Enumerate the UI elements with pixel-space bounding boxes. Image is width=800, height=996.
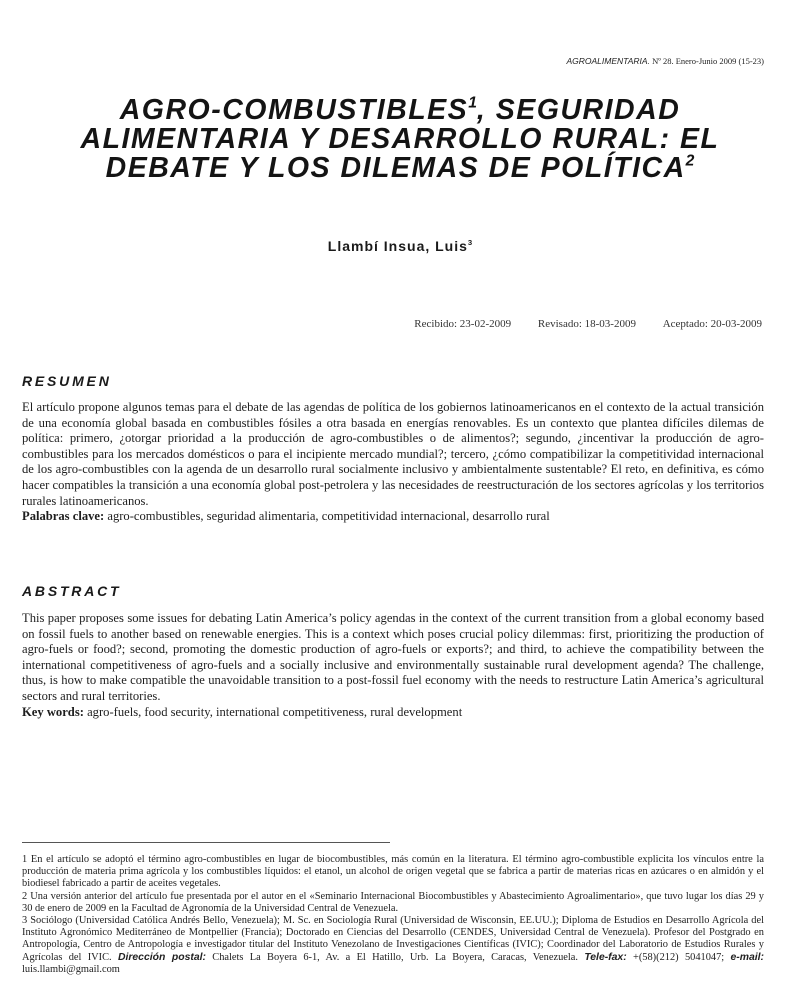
footnotes	[22, 854, 764, 976]
author-footnote-ref[interactable]: 3	[467, 238, 473, 248]
abstract-body	[22, 611, 764, 720]
date-received: Recibido: 23-02-2009	[414, 318, 512, 330]
abstract-text: This paper proposes some issues for debating Latin America’s policy agendas in the context of the current transition from a global economy based on fossil fuels to another based on renewable energies. This is a context which poses crucial policy dilemmas: first, prioritizing the production of agro-fuels or food?; second, promoting the domestic production of agro-fuels or exports?; and third, to achieve the compatibility between the international competitiveness of agro-fuels and a socially inclusive and environmentally sustainable rural development agenda? The challenge, thus, is how to make compatible the unavoidable transition to a post-fossil fuel economy with the needs to restructure Latin America’s agricultural sectors and rural territories.	[22, 611, 764, 703]
palabras-clave: agro-combustibles, seguridad alimentaria, competitividad internacional, desarrollo rural	[104, 509, 550, 524]
email-label: e-mail:	[730, 951, 765, 963]
title-line-3: DEBATE Y LOS DILEMAS DE POLÍTICA$^2$	[105, 152, 695, 184]
article-title	[24, 96, 776, 183]
title-footnote-ref-2[interactable]: 2	[685, 152, 695, 170]
author-name: Llambí Insua, Luis	[327, 238, 468, 254]
telefax-number: +(58)(212) 5041047;	[626, 951, 731, 963]
footnote-divider	[22, 842, 390, 843]
date-accepted: Aceptado: 20-03-2009	[662, 318, 762, 330]
footnote-3: 3 Sociólogo (Universidad Católica Andrés Bello, Venezuela); M. Sc. en Sociología Rural (Universidad de Wisconsin, EE.UU.); Diploma de Estudios en Desarrollo Agrícola del Instituto Agronómico Mediterráneo de Montpellier (Francia); Doctorado en Ciencias del Desarrollo (CENDES, Universidad Central de Venezuela). Profesor del Postgrado en Antropología, Centro de Antropología e investigador titular del Instituto Venezolano de Investigaciones Científicas (IVIC); Coordinador del Laboratorio de Estudios Rurales y Agrícolas del IVIC. Dirección postal: Chalets La Boyera 6-1, Av. a El Hatillo, Urb. La Boyera, Caracas, Venezuela. Tele-fax: +(58)(212) 5041047; e-mail: luis.llambi@gmail.com	[22, 915, 765, 975]
date-revised: Revisado: 18-03-2009	[537, 318, 636, 330]
palabras-clave-label: Palabras clave:	[22, 509, 105, 524]
title-footnote-ref-1[interactable]: 1	[468, 94, 477, 112]
abstract-heading: ABSTRACT	[22, 583, 122, 599]
footnote-2: 2 Una versión anterior del artículo fue presentada por el autor en el «Seminario Internacional Biocombustibles y Abastecimiento Agroalimentario», que tuvo lugar los días 29 y 30 de enero de 2009 en la Facultad de Agronomía de la Universidad Central de Venezuela.	[22, 890, 764, 914]
footnote-1: 1 En el artículo se adoptó el término agro-combustibles en lugar de biocombustibles, más común en la literatura. El término agro-combustible explicita los vínculos entre la producción de materia prima agrícola y los combustibles líquidos: el etanol, un alcohol de origen vegetal que se fabrica a partir de materias ricas en azúcares o en almidón y el biodiesel fabricado a partir de aceites vegetales.	[22, 854, 764, 890]
publication-dates	[390, 318, 762, 330]
telefax-label: Tele-fax:	[584, 951, 627, 963]
title-line-2: ALIMENTARIA Y DESARROLLO RURAL: EL	[80, 123, 720, 155]
author	[0, 238, 800, 254]
issue-info: Nº 28. Enero-Junio 2009 (15-23)	[649, 56, 764, 66]
email-address[interactable]: luis.llambi@gmail.com	[22, 963, 120, 975]
postal-address: Chalets La Boyera 6-1, Av. a El Hatillo, Urb. La Boyera, Caracas, Venezuela.	[205, 951, 585, 963]
running-head	[566, 56, 764, 66]
resumen-body	[22, 400, 764, 525]
key-words: agro-fuels, food security, international competitiveness, rural development	[83, 704, 463, 719]
title-line-1: AGRO-COMBUSTIBLES$^1$, SEGURIDAD	[119, 94, 681, 126]
address-label: Dirección postal:	[117, 951, 206, 963]
journal-name: AGROALIMENTARIA.	[566, 56, 650, 66]
resumen-text: El artículo propone algunos temas para el debate de las agendas de política de los gobiernos latinoamericanos en el contexto de la actual transición de una economía global basada en combustibles fósiles a otra basada en energías renovables. Es un contexto que plantea difíciles dilemas de política: primero, ¿otorgar prioridad a la producción de agro-combustibles o de alimentos?; segundo, ¿incentivar la producción de agro-combustibles para los mercados domésticos o para el incipiente mercado mundial?; tercero, ¿cómo compatibilizar la competitividad internacional de los agro-combustibles con la agenda de un desarrollo rural socialmente inclusivo y ambientalmente sustentable? El reto, en definitiva, es cómo hacer compatibles la transición a una economía global post-petrolera y las necesidades de reestructuración de los sectores agrícolas y los territorios rurales latinoamericanos.	[22, 400, 764, 508]
key-words-label: Key words:	[22, 704, 84, 719]
resumen-heading: RESUMEN	[22, 373, 112, 389]
